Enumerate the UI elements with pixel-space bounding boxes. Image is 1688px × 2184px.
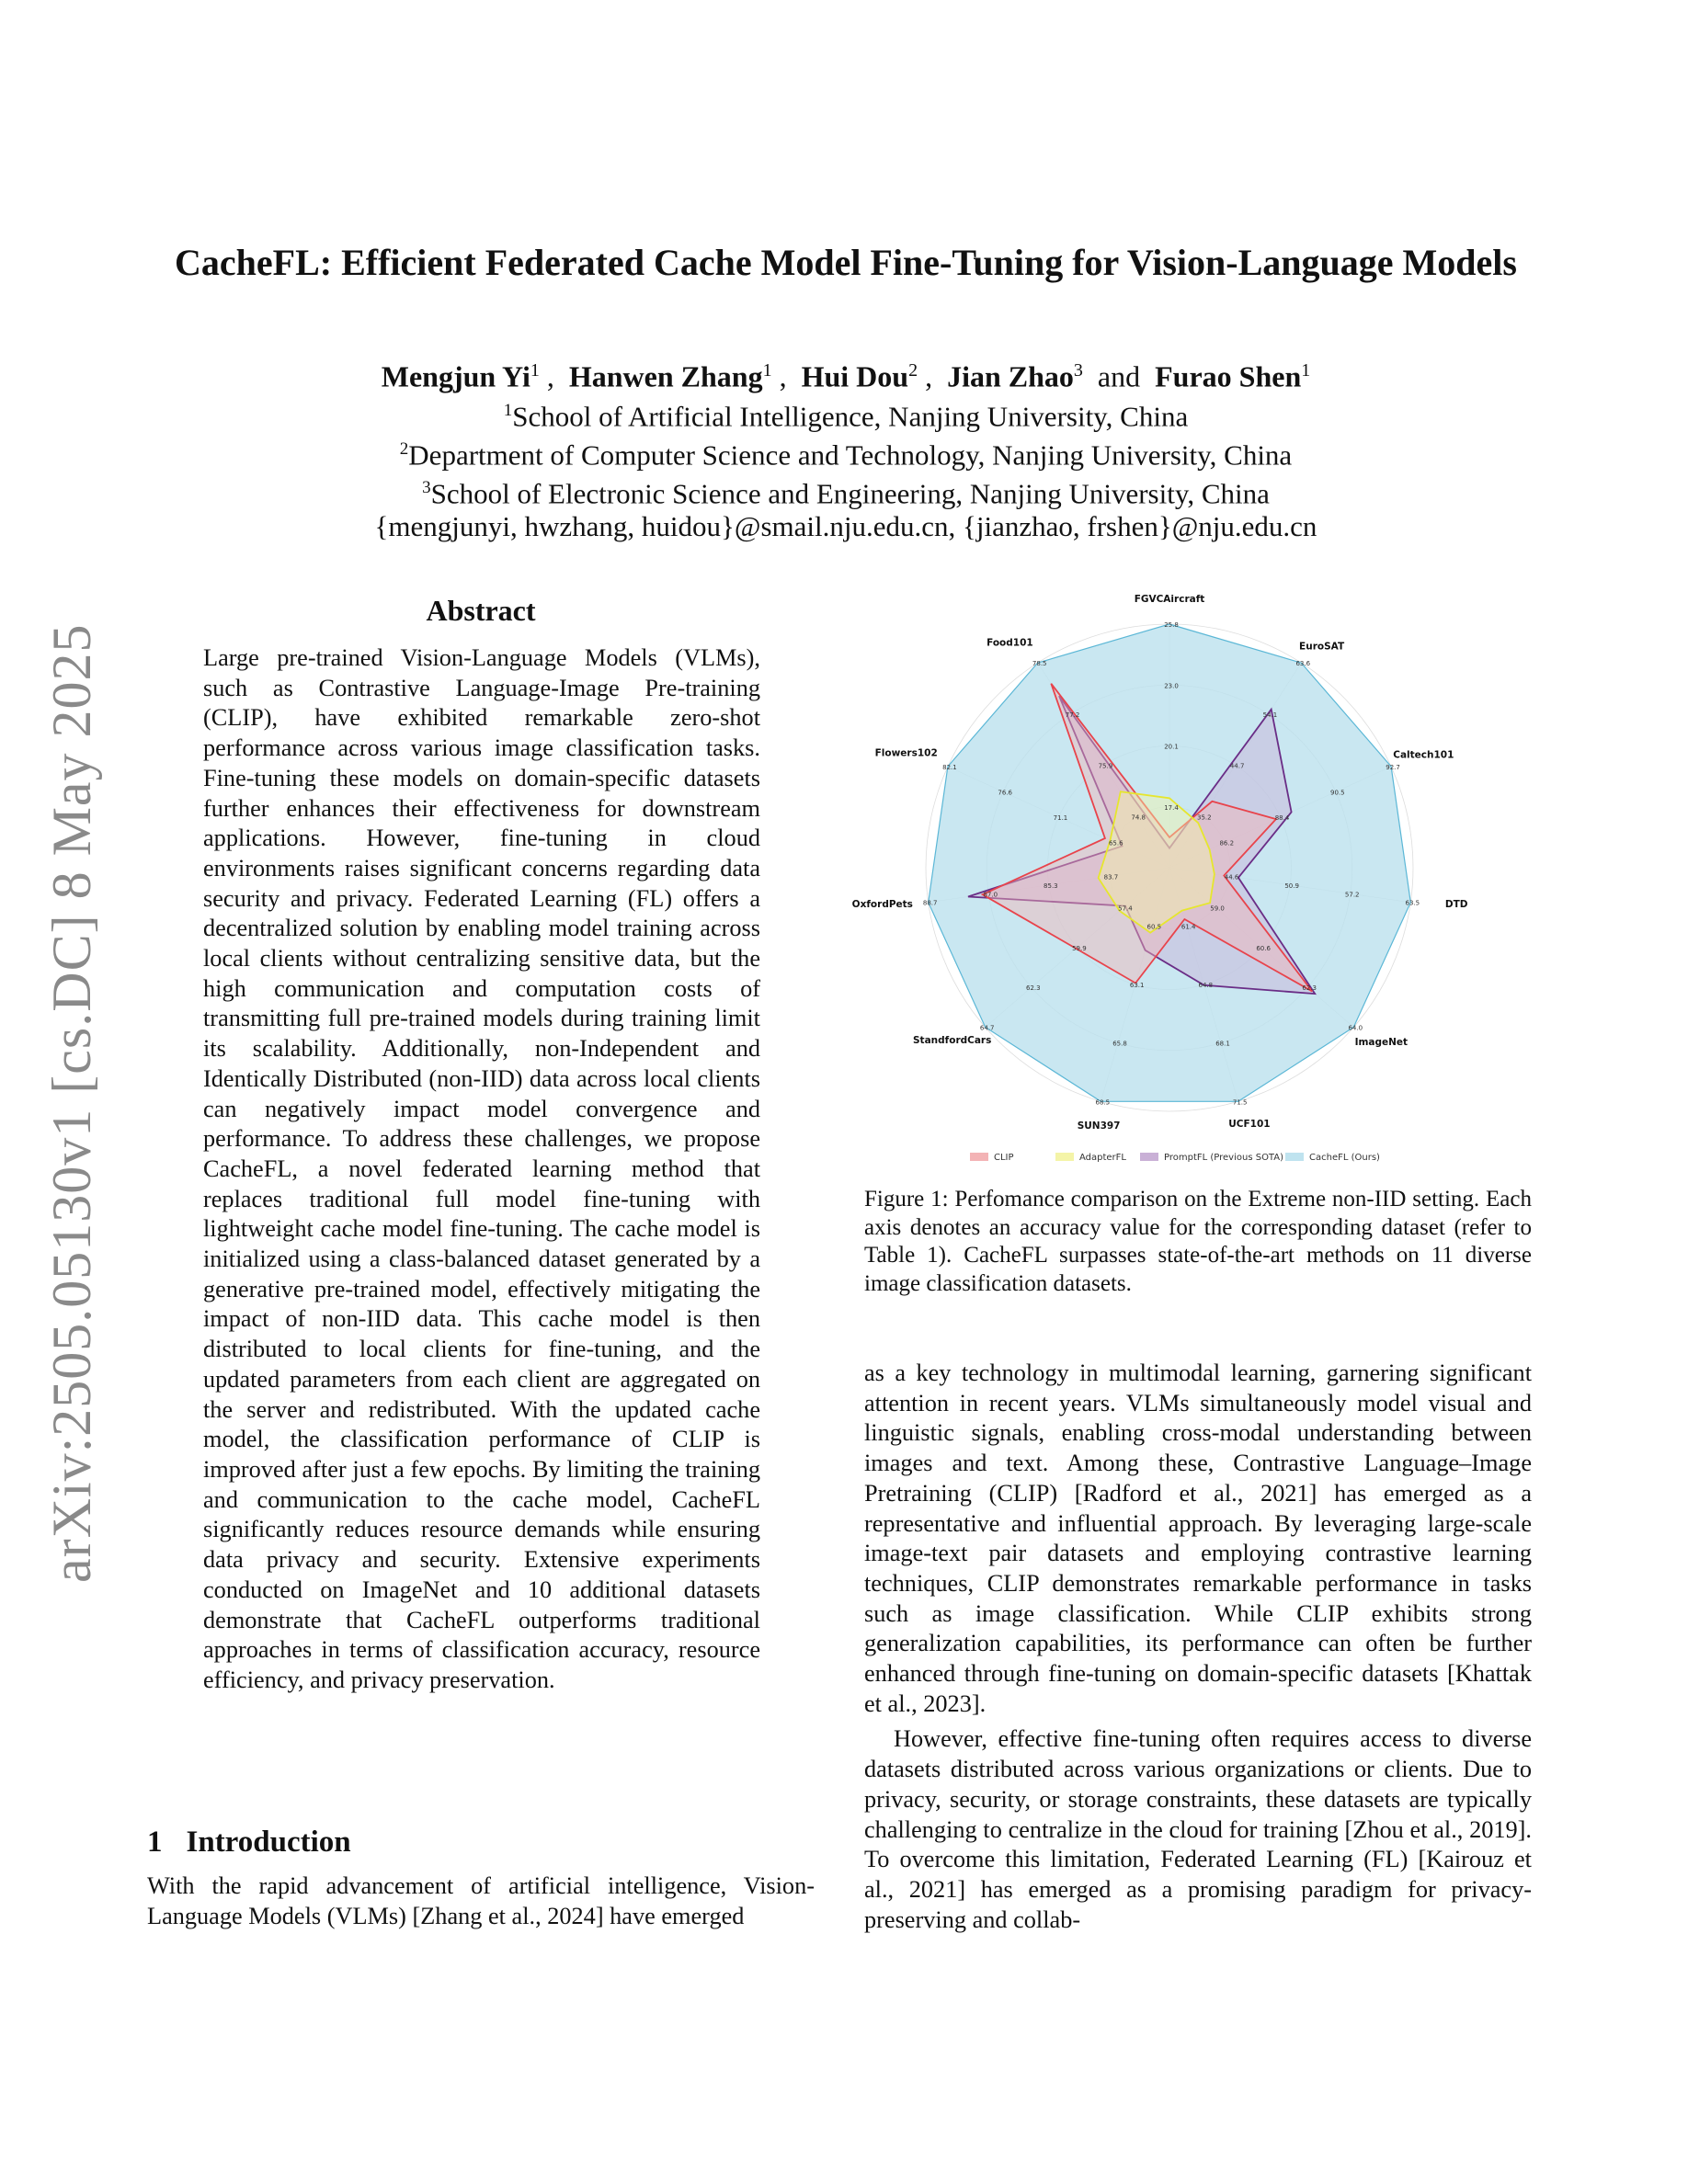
author-name: Jian Zhao — [947, 359, 1074, 393]
axis-label: ImageNet — [1354, 1036, 1409, 1048]
tick-label: 64.7 — [979, 1024, 995, 1032]
tick-label: 17.4 — [1164, 803, 1179, 812]
axis-label: DTD — [1444, 898, 1468, 910]
author-aff: 2 — [908, 360, 918, 381]
axis-label: Caltech101 — [1393, 749, 1454, 761]
axis-label: EuroSAT — [1299, 641, 1345, 653]
tick-label: 35.2 — [1197, 813, 1212, 822]
tick-label: 25.8 — [1164, 621, 1179, 629]
tick-label: 68.5 — [1095, 1098, 1111, 1107]
tick-label: 75.9 — [1098, 762, 1113, 770]
tick-label: 82.1 — [942, 763, 957, 771]
tick-label: 86.2 — [1219, 839, 1235, 847]
author-name: Mengjun Yi — [381, 359, 530, 393]
tick-label: 77.2 — [1065, 711, 1080, 719]
intro-paragraph: as a key technology in multimodal learning, garnering significant attention in recent years. VLMs simultaneously model visual and linguistic signals, enabling cross-modal understanding between images and text. Among these, Contrastive Language–Image Pretraining (CLIP) [Radford et al., 2021] has emerged as a representative and influential approach. By leveraging large-scale image-text pair datasets and employing contrastive learning techniques, CLIP demonstrates remarkable performance in tasks such as image classification. While CLIP exhibits strong generalization capabilities, its performance can often be further enhanced through fine-tuning on domain-specific datasets [Khattak et al., 2023]. — [864, 1359, 1532, 1717]
tick-label: 63.6 — [1295, 660, 1311, 668]
intro-text-right — [864, 1359, 1532, 1940]
tick-label: 92.7 — [1386, 763, 1400, 771]
tick-label: 61.4 — [1180, 923, 1196, 931]
author-line: Mengjun Yi$^1$ , Hanwen Zhang$^1$ , Hui Dou$^2$ , Jian Zhao$^3$ and Furao Shen$^1$ — [381, 359, 1311, 393]
axis-label: OxfordPets — [851, 898, 913, 910]
legend-swatch — [1140, 1153, 1158, 1161]
axis-label: Food101 — [987, 637, 1033, 649]
author-and: and — [1097, 359, 1141, 393]
tick-label: 87.0 — [983, 891, 998, 899]
tick-label: 64.8 — [1198, 982, 1214, 990]
abstract-text: Large pre-trained Vision-Language Models (VLMs), such as Contrastive Language-Image Pre-training (CLIP), have exhibited remarkable zero-shot performance across various image classification tasks. Fine-tuning these models on domain-specific datasets further enhances their effectiveness for downstream applications. However, fine-tuning in cloud environments raises significant concerns regarding data security and privacy. Federated Learning (FL) offers a decentralized solution by enabling model training across local clients without centralizing sensitive data, but the high communication and computation costs of transmitting full pre-trained models during training limit its scalability. Additionally, non-Independent and Identically Distributed (non-IID) data across local clients can negatively impact model convergence and performance. To address these challenges, we propose CacheFL, a novel federated learning method that replaces traditional full model fine-tuning with lightweight cache model fine-tuning. The cache model is initialized using a class-balanced dataset generated by a generative pre-trained model, effectively mitigating the impact of non-IID data. This cache model is then distributed to local clients for fine-tuning, and the updated parameters from each client are aggregated on the server and redistributed. With the updated cache model, the classification performance of CLIP is improved after just a few epochs. By limiting the training and communication to the cache model, CacheFL significantly reduces resource demands while ensuring data privacy and security. Extensive experiments conducted on ImageNet and 10 additional datasets demonstrate that CacheFL outperforms traditional approaches in terms of classification accuracy, resource efficiency, and privacy preservation. — [203, 644, 760, 1693]
tick-label: 50.9 — [1284, 882, 1299, 890]
author-name: Hui Dou — [801, 359, 909, 393]
author-aff: 1 — [762, 360, 772, 381]
tick-label: 88.7 — [922, 899, 938, 907]
legend-swatch — [1285, 1153, 1304, 1161]
tick-label: 63.1 — [1129, 982, 1145, 990]
intro-paragraph-left: With the rapid advancement of artificial intelligence, Vision-Language Models (VLMs) [Zhang et al., 2024] have emerged — [147, 1872, 815, 1929]
tick-label: 57.2 — [1344, 891, 1360, 899]
author-emails: {mengjunyi, hwzhang, huidou}@smail.nju.edu.cn, {jianzhao, frshen}@nju.edu.cn — [374, 510, 1317, 542]
tick-label: 85.3 — [1044, 882, 1058, 890]
tick-label: 60.6 — [1256, 944, 1271, 952]
legend-label: CacheFL (Ours) — [1309, 1153, 1380, 1163]
legend-swatch — [970, 1153, 988, 1161]
axis-label: StandfordCars — [913, 1034, 992, 1046]
legend-label: AdapterFL — [1079, 1153, 1126, 1163]
tick-label: 44.6 — [1224, 873, 1239, 882]
tick-label: 62.3 — [1302, 984, 1317, 993]
tick-label: 65.6 — [1108, 839, 1123, 847]
tick-label: 64.0 — [1348, 1024, 1363, 1032]
tick-label: 71.1 — [1053, 813, 1068, 822]
tick-label: 20.1 — [1164, 743, 1179, 751]
legend-label: CLIP — [994, 1153, 1014, 1163]
tick-label: 59.9 — [1072, 944, 1087, 952]
affiliation-num: 1 — [503, 401, 513, 420]
tick-label: 63.5 — [1405, 899, 1420, 907]
tick-label: 54.1 — [1262, 711, 1278, 719]
figure-caption: Figure 1: Perfomance comparison on the Extreme non-IID setting. Each axis denotes an accuracy value for the corresponding dataset (refer to Table 1). CacheFL surpasses state-of-the-art methods on 11 diverse image classification datasets. — [864, 1187, 1532, 1296]
section-title: Introduction — [186, 1826, 351, 1859]
affiliation-text: School of Electronic Science and Engineering, Nanjing University, China — [430, 477, 1270, 510]
affiliation-num: 2 — [399, 439, 409, 459]
legend-label: PromptFL (Previous SOTA) — [1164, 1153, 1284, 1163]
affiliation-text: School of Artificial Intelligence, Nanjing University, China — [512, 400, 1189, 433]
tick-label: 88.4 — [1274, 813, 1290, 822]
axis-label: FGVCAircraft — [1134, 594, 1205, 605]
axis-label: Flowers102 — [874, 747, 938, 759]
tick-label: 68.1 — [1215, 1040, 1230, 1048]
tick-label: 57.4 — [1118, 904, 1133, 913]
axis-label: UCF101 — [1228, 1118, 1271, 1130]
tick-label: 74.8 — [1131, 813, 1146, 822]
tick-label: 71.5 — [1232, 1098, 1248, 1107]
affiliation-num: 3 — [422, 478, 431, 497]
section-heading — [147, 1826, 375, 1860]
author-name: Furao Shen — [1155, 359, 1302, 393]
author-aff: 1 — [1301, 360, 1311, 381]
tick-label: 76.6 — [998, 789, 1013, 797]
author-name: Hanwen Zhang — [568, 359, 763, 393]
intro-paragraph: However, effective fine-tuning often requires access to diverse datasets distributed across various organizations or clients. Due to privacy, security, or storage constraints, these datasets are typically challenging to centralize in the cloud for training [Zhou et al., 2019]. To overcome this limitation, Federated Learning (FL) [Kairouz et al., 2021] has emerged as a promising paradigm for privacy-preserving and collab- — [864, 1725, 1532, 1933]
section-number: 1 — [147, 1826, 163, 1859]
tick-label: 23.0 — [1164, 682, 1179, 690]
arxiv-side-stamp: arXiv:2505.05130v1 [cs.DC] 8 May 2025 — [41, 623, 102, 1583]
author-aff: 1 — [530, 360, 540, 381]
tick-label: 60.5 — [1146, 923, 1162, 931]
axis-label: SUN397 — [1077, 1120, 1121, 1132]
tick-label: 83.7 — [1103, 873, 1119, 882]
paper-title: CacheFL: Efficient Federated Cache Model Fine-Tuning for Vision-Language Models — [175, 242, 1517, 283]
tick-label: 44.7 — [1229, 762, 1245, 770]
radar-figure — [851, 594, 1480, 1171]
legend-swatch — [1055, 1153, 1074, 1161]
abstract-heading: Abstract — [426, 594, 536, 627]
author-aff: 3 — [1073, 360, 1083, 381]
tick-label: 59.0 — [1210, 904, 1225, 913]
tick-label: 90.5 — [1329, 789, 1345, 797]
tick-label: 65.8 — [1112, 1040, 1127, 1048]
affiliation-text: Department of Computer Science and Technology, Nanjing University, China — [408, 438, 1293, 472]
tick-label: 62.3 — [1025, 984, 1041, 993]
tick-label: 78.5 — [1032, 660, 1047, 668]
radar-chart — [851, 594, 1480, 1171]
